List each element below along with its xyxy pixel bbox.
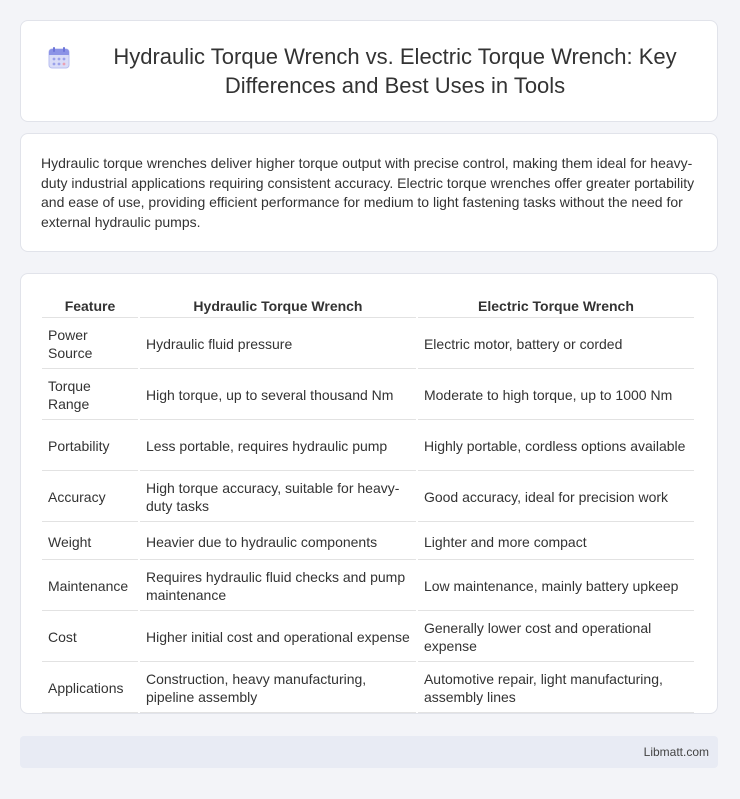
calendar-icon	[47, 46, 71, 70]
comparison-table	[40, 292, 696, 715]
electric-cell: Good accuracy, ideal for precision work	[418, 473, 694, 522]
table-row	[42, 371, 694, 420]
feature-cell: Cost	[42, 613, 138, 662]
footer-brand: Libmatt.com	[643, 745, 709, 759]
footer	[20, 736, 718, 768]
electric-cell: Low maintenance, mainly battery upkeep	[418, 562, 694, 611]
hydraulic-cell: High torque accuracy, suitable for heavy-duty tasks	[140, 473, 416, 522]
hydraulic-cell: Requires hydraulic fluid checks and pump maintenance	[140, 562, 416, 611]
column-header: Electric Torque Wrench	[418, 294, 694, 318]
electric-cell: Lighter and more compact	[418, 524, 694, 560]
table-row	[42, 524, 694, 560]
column-header: Hydraulic Torque Wrench	[140, 294, 416, 318]
feature-cell: Portability	[42, 422, 138, 471]
electric-cell: Automotive repair, light manufacturing, assembly lines	[418, 664, 694, 713]
hydraulic-cell: Less portable, requires hydraulic pump	[140, 422, 416, 471]
table-row	[42, 473, 694, 522]
table-row	[42, 422, 694, 471]
feature-cell: Torque Range	[42, 371, 138, 420]
feature-cell: Weight	[42, 524, 138, 560]
table-header-row	[42, 294, 694, 318]
electric-cell: Highly portable, cordless options available	[418, 422, 694, 471]
hydraulic-cell: High torque, up to several thousand Nm	[140, 371, 416, 420]
hydraulic-cell: Heavier due to hydraulic components	[140, 524, 416, 560]
page-title: Hydraulic Torque Wrench vs. Electric Torque Wrench: Key Differences and Best Uses in Tools	[113, 44, 677, 98]
electric-cell: Generally lower cost and operational expense	[418, 613, 694, 662]
column-header: Feature	[42, 294, 138, 318]
electric-cell: Electric motor, battery or corded	[418, 320, 694, 369]
table-row	[42, 320, 694, 369]
hydraulic-cell: Hydraulic fluid pressure	[140, 320, 416, 369]
hydraulic-cell: Construction, heavy manufacturing, pipeline assembly	[140, 664, 416, 713]
summary-text: Hydraulic torque wrenches deliver higher torque output with precise control, making them ideal for heavy-duty industrial applications requiring consistent accuracy. Electric torque wrenches offer greater portability and ease of use, providing efficient performance for medium to light fastening tasks without the need for external hydraulic pumps.	[41, 155, 695, 230]
feature-cell: Accuracy	[42, 473, 138, 522]
title-card	[20, 20, 718, 122]
comparison-card	[20, 273, 718, 714]
table-row	[42, 613, 694, 662]
table-row	[42, 562, 694, 611]
hydraulic-cell: Higher initial cost and operational expense	[140, 613, 416, 662]
feature-cell: Power Source	[42, 320, 138, 369]
feature-cell: Maintenance	[42, 562, 138, 611]
table-row	[42, 664, 694, 713]
feature-cell: Applications	[42, 664, 138, 713]
electric-cell: Moderate to high torque, up to 1000 Nm	[418, 371, 694, 420]
summary-card	[20, 133, 718, 252]
